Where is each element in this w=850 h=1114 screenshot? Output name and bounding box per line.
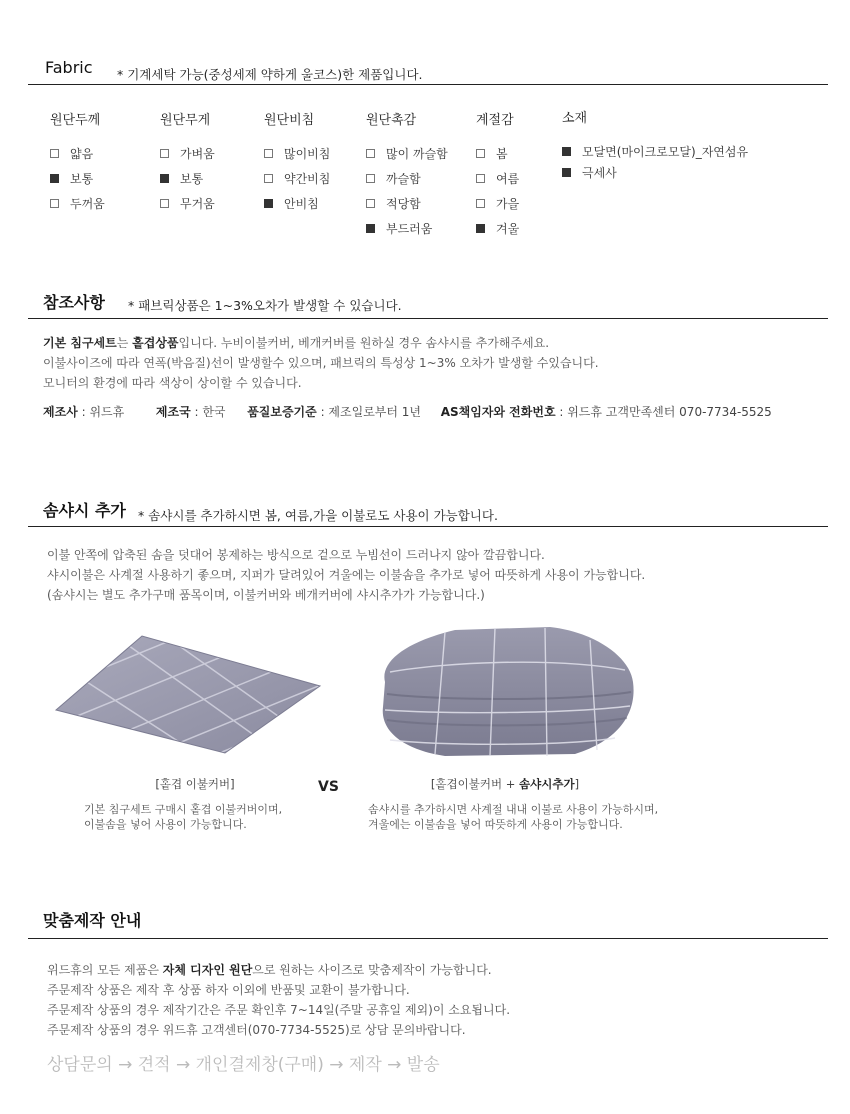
col-head: 소재 [562,111,588,126]
option-thick [50,195,105,211]
maker-label: 제조사 [43,405,78,419]
option-label: 봄 [496,146,508,161]
option-label: 무거움 [180,196,215,211]
fabric-col-weight [160,109,215,211]
option-label: 많이 까슬함 [386,146,448,161]
option-label: 많이비침 [284,146,331,161]
country-label: 제조국 [155,405,191,419]
checkbox [366,199,375,208]
col-head: 원단촉감 [366,113,417,128]
checkbox [476,149,485,158]
flat-cover-image [50,628,325,758]
option-label: 보통 [180,171,204,186]
option-heavy [160,195,215,211]
option-thin [50,145,105,161]
padded-cover-desc-2: 겨울에는 이불솜을 넣어 따뜻하게 사용이 가능합니다. [368,818,623,831]
option-label: 부드러움 [386,221,433,236]
fabric-col-season [476,109,519,236]
option-normal [50,170,105,186]
option-winter [476,220,519,236]
col-head: 원단비침 [264,113,315,128]
text: 위드휴의 모든 제품은 [47,963,163,977]
col-head: 원단무게 [160,113,211,128]
sash-note: * 솜샤시를 추가하시면 봄, 여름,가을 이불로도 사용이 가능합니다. [138,508,498,523]
option-very-sheer [264,145,330,161]
flat-cover-desc-1: 기본 침구세트 구매시 홑겹 이불커버이며, [84,803,283,816]
reference-divider [28,318,828,319]
sash-divider [28,526,828,527]
reference-line-1 [43,333,549,353]
col-head: 계절감 [476,113,514,128]
option-label: 모달면(마이크로모달)_자연섬유 [582,144,749,159]
reference-note: * 패브릭상품은 1~3%오차가 발생할 수 있습니다. [128,298,402,313]
checkbox-checked [562,147,571,156]
option-label: 겨울 [496,221,520,236]
option-spring [476,145,519,161]
reference-title: 참조사항 [43,293,105,312]
warranty-value: : 제조일로부터 1년 [316,405,422,419]
maker-value: : 위드휴 [77,405,125,419]
checkbox-checked [476,224,485,233]
sash-line-3: (솜샤시는 별도 추가구매 품목이며, 이불커버와 베개커버에 샤시추가가 가능합니다.) [47,588,485,602]
col-head: 원단두께 [50,113,101,128]
checkbox [160,199,169,208]
text: 입니다. 누비이불커버, 베개커버를 원하실 경우 솜샤시를 추가해주세요. [178,336,550,350]
warranty-label: 품질보증기준 [247,405,317,419]
checkbox [264,174,273,183]
order-flow: 상담문의 → 견적 → 개인결제창(구매) → 제작 → 발송 [47,1055,440,1075]
custom-title: 맞춤제작 안내 [43,911,142,930]
option-very-rough [366,145,448,161]
checkbox-checked [562,168,571,177]
option-soft [366,220,448,236]
fabric-col-texture [366,109,448,236]
custom-line-1 [47,960,492,980]
text: 으로 원하는 사이즈로 맞춤제작이 가능합니다. [252,963,492,977]
fabric-note: * 기계세탁 가능(중성세제 약하게 울코스)한 제품입니다. [117,67,423,82]
checkbox-checked [50,174,59,183]
option-slightly-sheer [264,170,330,186]
caption-text: [홑겹이불커버 + [430,777,520,791]
checkbox-checked [264,199,273,208]
option-summer [476,170,519,186]
fabric-col-sheerness [264,109,330,211]
custom-divider [28,938,828,939]
option-label: 까슬함 [386,171,421,186]
checkbox [264,149,273,158]
option-normal [160,170,215,186]
bold-text: 자체 디자인 원단 [162,963,253,977]
checkbox [366,174,375,183]
checkbox [50,199,59,208]
custom-line-2: 주문제작 상품은 제작 후 상품 하자 이외에 반품및 교환이 불가합니다. [47,983,410,997]
reference-line-3: 모니터의 환경에 따라 색상이 상이할 수 있습니다. [43,376,302,390]
vs-label: VS [318,779,339,795]
checkbox [476,199,485,208]
bold-text: 홑겹상품 [132,336,179,350]
checkbox [366,149,375,158]
country-value: : 한국 [190,405,226,419]
text: 는 [116,336,133,350]
sash-title: 솜샤시 추가 [43,501,126,520]
option-label: 극세사 [582,165,617,180]
checkbox-checked [160,174,169,183]
option-label: 얇음 [70,146,94,161]
padded-cover-caption [395,776,615,792]
option-label: 여름 [496,171,520,186]
padded-cover-image [375,622,640,762]
option-label: 가을 [496,196,520,211]
sash-line-2: 샤시이불은 사계절 사용하기 좋으며, 지퍼가 달려있어 겨울에는 이불솜을 추가로 넣어 따뜻하게 사용이 가능합니다. [47,568,646,582]
fabric-title: Fabric [45,58,93,77]
option-modal [562,143,748,159]
option-opaque [264,195,330,211]
custom-line-4: 주문제작 상품의 경우 위드휴 고객센터(070-7734-5525)로 상담 문의바랍니다. [47,1023,466,1037]
option-label: 가벼움 [180,146,215,161]
fabric-col-thickness [50,109,105,211]
option-label: 적당함 [386,196,421,211]
bold-text: 기본 침구세트 [43,336,117,350]
option-label: 두꺼움 [70,196,105,211]
checkbox-checked [366,224,375,233]
option-label: 안비침 [284,196,319,211]
option-label: 약간비침 [284,171,331,186]
caption-bold: 솜샤시추가 [519,777,575,791]
option-rough [366,170,448,186]
sash-line-1: 이불 안쪽에 압축된 솜을 덧대어 봉제하는 방식으로 겉으로 누빔선이 드러나지 않아 깔끔합니다. [47,548,545,562]
option-microfiber [562,164,748,180]
product-meta [43,403,772,420]
option-moderate [366,195,448,211]
option-autumn [476,195,519,211]
as-label: AS책임자와 전화번호 [440,405,556,419]
reference-line-2: 이불사이즈에 따라 연폭(박음질)선이 발생할수 있으며, 패브릭의 특성상 1~3% 오차가 발생할 수있습니다. [43,356,599,370]
custom-line-3: 주문제작 상품의 경우 제작기간은 주문 확인후 7~14일(주말 공휴일 제외)이 소요됩니다. [47,1003,511,1017]
fabric-col-material [562,107,748,180]
padded-cover-desc-1: 솜샤시를 추가하시면 사계절 내내 이불로 사용이 가능하시며, [368,803,659,816]
checkbox [160,149,169,158]
checkbox [50,149,59,158]
fabric-divider [28,84,828,85]
caption-text: ] [574,777,580,791]
option-light [160,145,215,161]
option-label: 보통 [70,171,94,186]
flat-cover-desc-2: 이불솜을 넣어 사용이 가능합니다. [84,818,247,831]
as-value: : 위드휴 고객만족센터 070-7734-5525 [555,405,772,419]
flat-cover-caption: [홑겹 이불커버] [155,777,235,791]
checkbox [476,174,485,183]
